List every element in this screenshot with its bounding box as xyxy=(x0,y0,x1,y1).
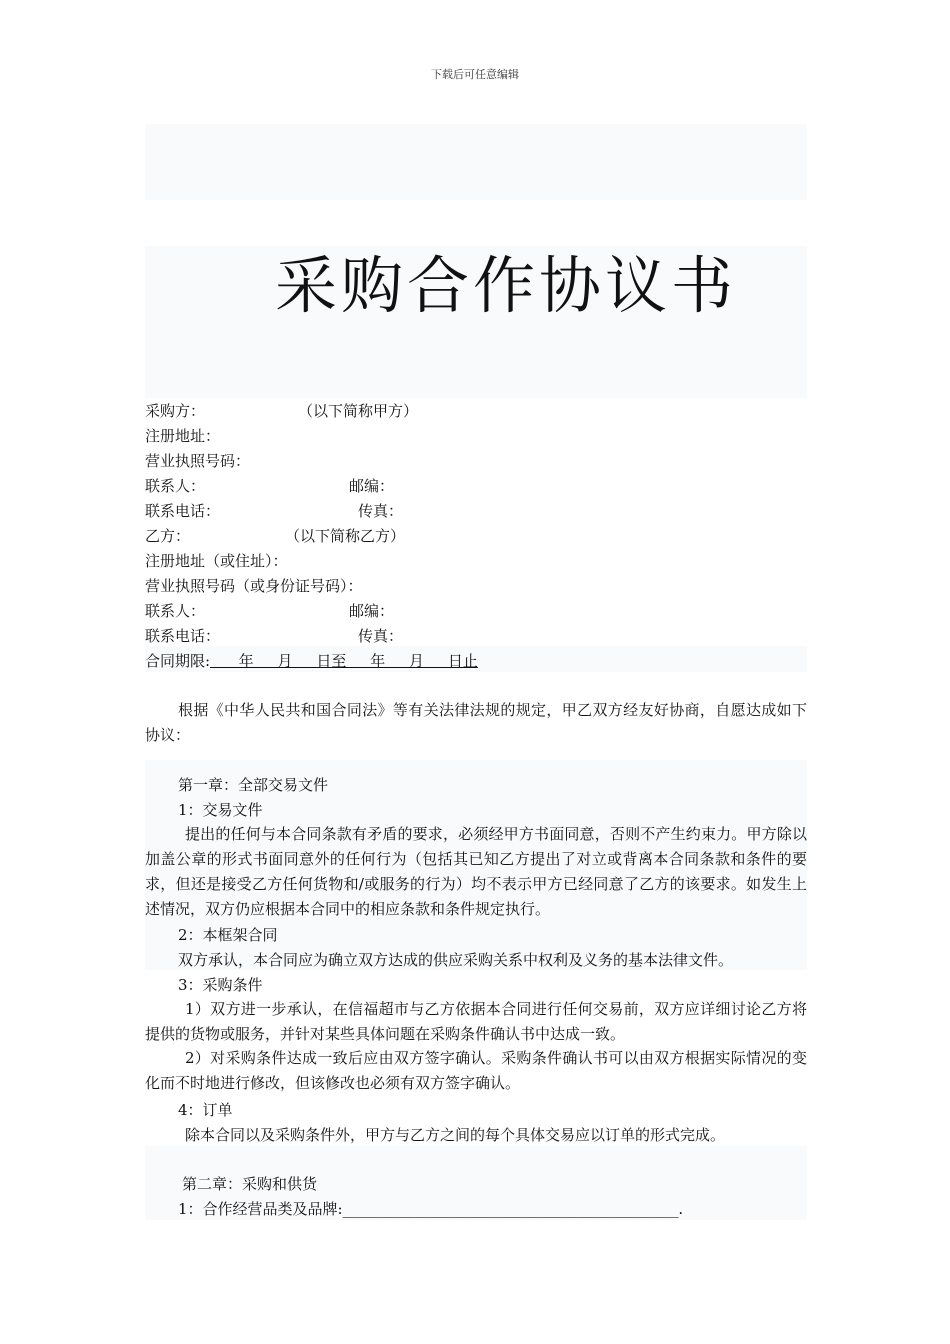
party-b-phone: 联系电话： xyxy=(145,627,221,645)
party-b-label: 乙方： xyxy=(145,527,191,545)
party-a-license: 营业执照号码： xyxy=(145,452,251,470)
party-b-alias: （以下简称乙方） xyxy=(285,527,406,545)
chapter1-section1-heading: 1：交易文件 xyxy=(178,801,263,819)
chapter1-section3-item1: 1）双方进一步承认，在信福超市与乙方依据本合同进行任何交易前，双方应详细讨论乙方将提供的货物或服务，并针对某些具体问题在采购条件确认书中达成一致。 xyxy=(145,1000,807,1043)
party-b-fax: 传真： xyxy=(358,627,404,645)
chapter1-section3-heading: 3：采购条件 xyxy=(178,976,263,994)
party-b-phone-line xyxy=(145,626,404,646)
party-a-alias: （以下简称甲方） xyxy=(298,402,419,420)
page-header-note: 下载后可任意编辑 xyxy=(431,68,519,81)
party-b-contact-line xyxy=(145,601,395,621)
party-a-address: 注册地址： xyxy=(145,427,221,445)
party-a-phone: 联系电话： xyxy=(145,502,221,520)
chapter1-section2-text: 双方承认，本合同应为确立双方达成的供应采购关系中权利及义务的基本法律文件。 xyxy=(178,951,734,969)
contract-term-blank: 年 月 日至 年 月 日止 xyxy=(210,652,478,670)
chapter2-section1-end: . xyxy=(678,1200,684,1218)
party-a-line xyxy=(145,401,419,421)
chapter1-section1-text: 提出的任何与本合同条款有矛盾的要求，必须经甲方书面同意，否则不产生约束力。甲方除以加盖公章的形式书面同意外的任何行为（包括其已知乙方提出了对立或背离本合同条款和条件的要求，但还是接受乙方任何货物和/或服务的行为）均不表示甲方已经同意了乙方的该要求。如发生上述情况，双方仍应根据本合同中的相应条款和条件规定执行。 xyxy=(145,825,807,918)
party-a-phone-line xyxy=(145,501,404,521)
party-a-contact-line xyxy=(145,476,395,496)
contract-term-label: 合同期限: xyxy=(145,652,211,670)
party-b-address: 注册地址（或住址）： xyxy=(145,552,288,570)
shaded-band-top xyxy=(145,124,807,200)
party-b-license: 营业执照号码（或身份证号码）： xyxy=(145,577,363,595)
party-b-postcode: 邮编： xyxy=(349,602,395,620)
chapter1-section2-heading: 2：本框架合同 xyxy=(178,926,278,944)
party-b-contact: 联系人： xyxy=(145,602,206,620)
party-a-contact: 联系人： xyxy=(145,477,206,495)
document-title: 采购合作协议书 xyxy=(274,249,737,322)
chapter1-section4-text: 除本合同以及采购条件外，甲方与乙方之间的每个具体交易应以订单的形式完成。 xyxy=(185,1126,726,1144)
chapter2-section1-blank: ______________________________________________ xyxy=(342,1200,679,1218)
preamble-paragraph: 根据《中华人民共和国合同法》等有关法律法规的规定，甲乙双方经友好协商，自愿达成如下协议： xyxy=(145,701,807,744)
party-a-postcode: 邮编： xyxy=(349,477,395,495)
chapter1-section4-heading: 4：订单 xyxy=(178,1101,233,1119)
chapter1-section3-item2: 2）对采购条件达成一致后应由双方签字确认。采购条件确认书可以由双方根据实际情况的变化而不时地进行修改，但该修改也必须有双方签字确认。 xyxy=(145,1049,807,1092)
chapter1-heading: 第一章：全部交易文件 xyxy=(178,776,329,794)
chapter2-section1-line xyxy=(178,1199,683,1219)
party-a-fax: 传真： xyxy=(358,502,404,520)
party-a-label: 采购方： xyxy=(145,402,206,420)
party-b-line xyxy=(145,526,406,546)
contract-term-line xyxy=(145,651,478,671)
chapter2-heading: 第二章：采购和供货 xyxy=(182,1175,318,1193)
chapter2-section1-label: 1：合作经营品类及品牌: xyxy=(178,1200,343,1218)
